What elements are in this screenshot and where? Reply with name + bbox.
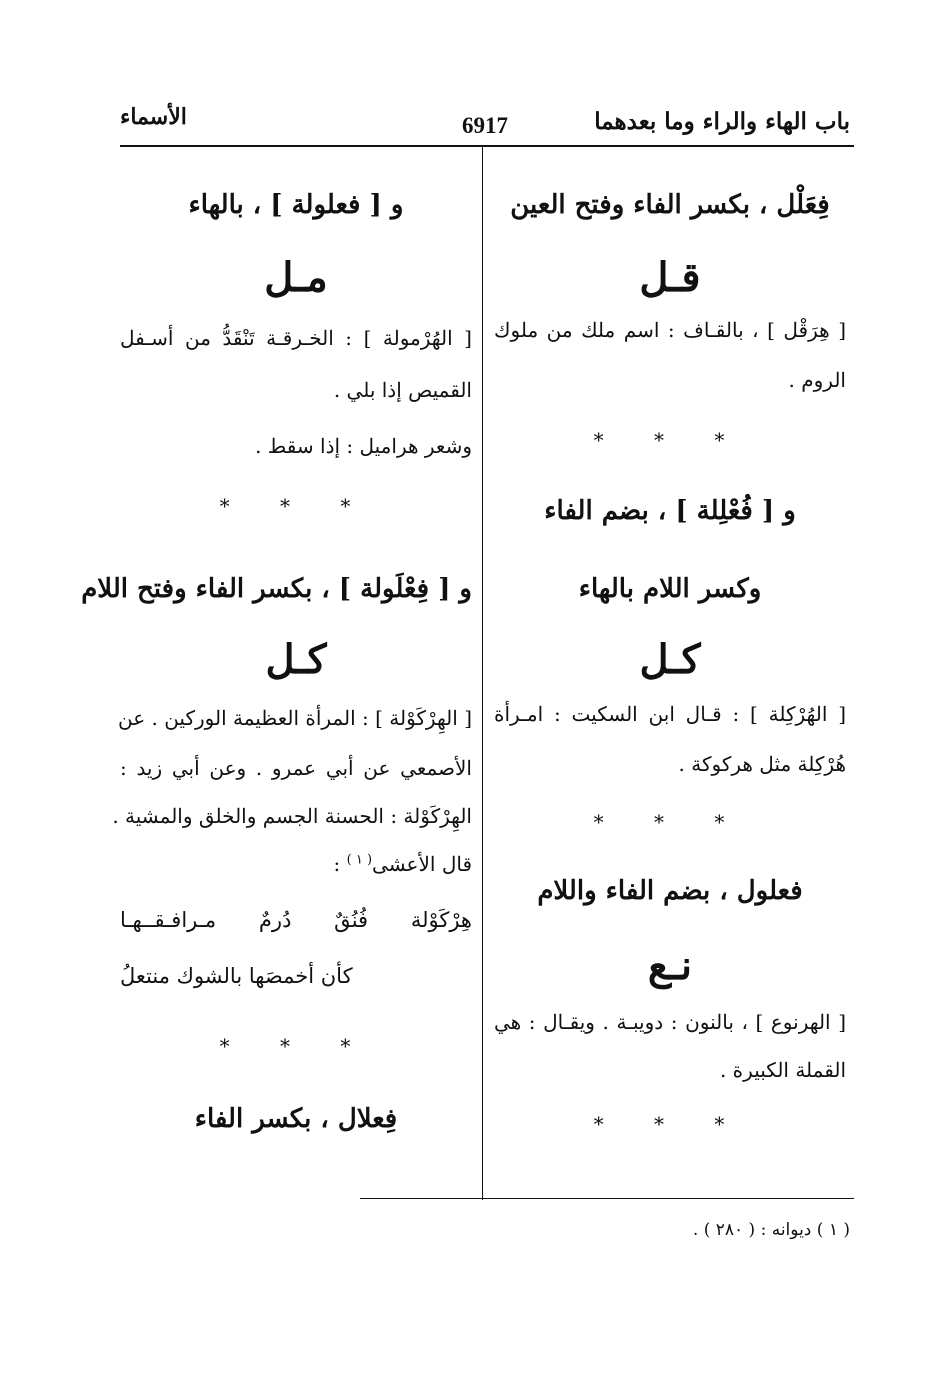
- entry-text: [ الهِرْكَوْلة ] : المرأة العظيمة الوركين . عن: [117, 706, 472, 730]
- page-number: 6917: [462, 113, 508, 138]
- entry-text-fragment: :: [333, 852, 341, 876]
- section-heading: فعلول ، بضم الفاء واللام: [537, 876, 803, 906]
- running-header-chapter: باب الهاء والراء وما بعدهما: [594, 108, 850, 135]
- section-heading: و [ فُعْلِلة ] ، بضم الفاء: [544, 496, 796, 526]
- section-heading: فِعلال ، بكسر الفاء: [194, 1104, 398, 1134]
- root-heading: قـل: [639, 254, 701, 301]
- entry-text: هُرْكِلة مثل هركوكة .: [678, 752, 846, 776]
- section-heading: و [ فِعْلَولة ] ، بكسر الفاء وفتح اللام: [81, 574, 472, 604]
- verse-first-hemistich: هِرْكَوْلة فُنُقٌ دُرمٌ مـرافـقــهـا: [120, 908, 472, 932]
- root-heading: كـل: [265, 636, 327, 683]
- section-heading: فِعَلْل ، بكسر الفاء وفتح العين: [510, 190, 830, 220]
- section-heading: و [ فعلولة ] ، بالهاء: [188, 190, 404, 220]
- root-heading: مـل: [264, 254, 328, 301]
- column-divider: [482, 147, 483, 1200]
- section-heading: وكسر اللام بالهاء: [578, 574, 762, 604]
- entry-text-fragment: قال الأعشى: [372, 852, 472, 876]
- separator-stars: * * *: [219, 1034, 373, 1058]
- footnote-mark: ( ١ ): [346, 852, 373, 868]
- entry-text: القملة الكبيرة .: [719, 1058, 846, 1082]
- entry-text: وشعر هراميل : إذا سقط .: [255, 434, 472, 458]
- footnote-rule: [360, 1198, 854, 1199]
- root-heading: كـل: [639, 636, 701, 683]
- separator-stars: * * *: [219, 494, 373, 518]
- separator-stars: * * *: [593, 1112, 747, 1136]
- entry-text: [120, 852, 472, 876]
- header-rule: [120, 145, 854, 147]
- footnote: ( ١ ) ديوانه : ( ٢٨٠ ) .: [692, 1220, 850, 1240]
- entry-text: [ الهُرْمولة ] : الخـرقـة تَنْقَدُّ من أسـفل: [120, 326, 472, 350]
- root-heading: نـع: [647, 942, 693, 989]
- separator-stars: * * *: [593, 810, 747, 834]
- entry-text: [ الهرنوع ] ، بالنون : دويبـة . ويقـال : هي: [494, 1010, 846, 1034]
- entry-text: الهِرْكَوْلة : الحسنة الجسم والخلق والمشية .: [112, 804, 472, 828]
- running-header-section: الأسماء: [120, 104, 187, 130]
- entry-text: الأصمعي عن أبي عمرو . وعن أبي زيد :: [120, 756, 472, 780]
- entry-text: الروم .: [788, 368, 846, 392]
- entry-text: [ الهُرْكِلة ] : قـال ابن السكيت : امـرأة: [494, 702, 846, 726]
- verse-second-hemistich: كأن أخمصَها بالشوك منتعلُ: [120, 964, 353, 988]
- entry-text: [ هِرَقْل ] ، بالقـاف : اسم ملك من ملوك: [494, 318, 846, 342]
- entry-text: القميص إذا بلي .: [333, 378, 472, 402]
- separator-stars: * * *: [593, 428, 747, 452]
